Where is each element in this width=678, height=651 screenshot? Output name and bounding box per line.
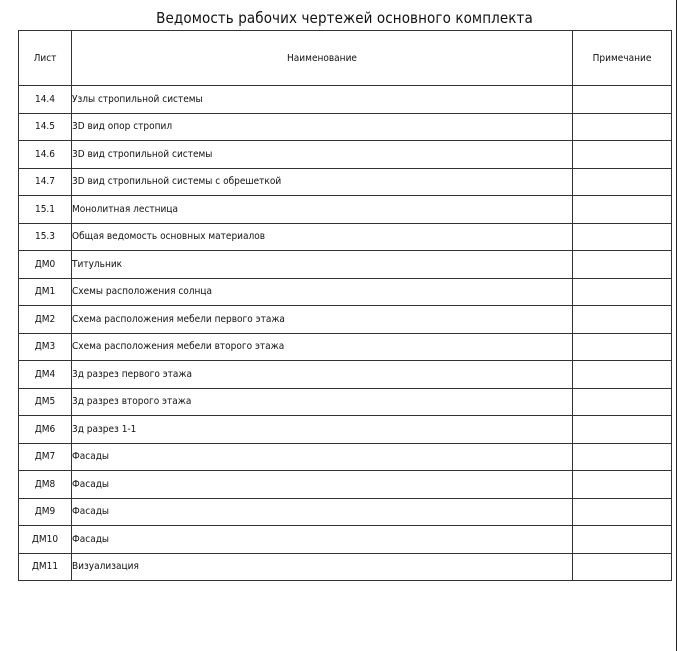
cell-sheet-number: 15.3	[19, 223, 72, 251]
cell-sheet-name: 3д разрез второго этажа	[72, 388, 573, 416]
cell-sheet-name: 3д разрез первого этажа	[72, 361, 573, 389]
cell-sheet-number: ДМ9	[19, 498, 72, 526]
cell-sheet-name: Титульник	[72, 251, 573, 279]
cell-note	[573, 553, 672, 581]
table-row	[19, 141, 672, 169]
cell-note	[573, 278, 672, 306]
cell-note	[573, 223, 672, 251]
cell-note	[573, 526, 672, 554]
table-row	[19, 361, 672, 389]
cell-sheet-number: ДМ4	[19, 361, 72, 389]
cell-sheet-number: ДМ8	[19, 471, 72, 499]
cell-sheet-number: ДМ6	[19, 416, 72, 444]
cell-note	[573, 416, 672, 444]
cell-sheet-number: ДМ11	[19, 553, 72, 581]
cell-sheet-name: Фасады	[72, 526, 573, 554]
cell-sheet-number: ДМ5	[19, 388, 72, 416]
cell-sheet-number: ДМ0	[19, 251, 72, 279]
table-row	[19, 526, 672, 554]
cell-sheet-name: Фасады	[72, 471, 573, 499]
cell-sheet-name: Схема расположения мебели второго этажа	[72, 333, 573, 361]
cell-sheet-name: Узлы стропильной системы	[72, 86, 573, 114]
cell-note	[573, 196, 672, 224]
table-row	[19, 168, 672, 196]
table-row	[19, 306, 672, 334]
drawings-list-table	[18, 30, 672, 581]
cell-sheet-name: Фасады	[72, 443, 573, 471]
cell-note	[573, 141, 672, 169]
cell-sheet-name: 3D вид стропильной системы	[72, 141, 573, 169]
column-header-name: Наименование	[72, 31, 573, 86]
cell-note	[573, 443, 672, 471]
cell-note	[573, 306, 672, 334]
table-header-row	[19, 31, 672, 86]
cell-sheet-number: ДМ2	[19, 306, 72, 334]
cell-note	[573, 86, 672, 114]
cell-note	[573, 251, 672, 279]
cell-note	[573, 361, 672, 389]
cell-sheet-name: 3д разрез 1-1	[72, 416, 573, 444]
table-row	[19, 333, 672, 361]
cell-note	[573, 471, 672, 499]
cell-sheet-name: Схема расположения мебели первого этажа	[72, 306, 573, 334]
table-row	[19, 388, 672, 416]
table-row	[19, 251, 672, 279]
document-title: Ведомость рабочих чертежей основного комплекта	[156, 9, 533, 27]
cell-sheet-name: Монолитная лестница	[72, 196, 573, 224]
table-row	[19, 553, 672, 581]
cell-sheet-number: 14.7	[19, 168, 72, 196]
column-header-sheet: Лист	[19, 31, 72, 86]
cell-note	[573, 333, 672, 361]
cell-sheet-name: 3D вид стропильной системы с обрешеткой	[72, 168, 573, 196]
cell-sheet-number: ДМ10	[19, 526, 72, 554]
cell-sheet-number: ДМ7	[19, 443, 72, 471]
cell-sheet-number: 14.5	[19, 113, 72, 141]
cell-sheet-number: 15.1	[19, 196, 72, 224]
cell-sheet-name: 3D вид опор стропил	[72, 113, 573, 141]
cell-note	[573, 498, 672, 526]
cell-sheet-number: 14.4	[19, 86, 72, 114]
cell-sheet-name: Общая ведомость основных материалов	[72, 223, 573, 251]
cell-sheet-number: ДМ3	[19, 333, 72, 361]
cell-note	[573, 168, 672, 196]
table-row	[19, 498, 672, 526]
cell-sheet-number: ДМ1	[19, 278, 72, 306]
table-row	[19, 471, 672, 499]
table-row	[19, 86, 672, 114]
table-row	[19, 278, 672, 306]
column-header-note: Примечание	[573, 31, 672, 86]
table-row	[19, 443, 672, 471]
cell-sheet-name: Фасады	[72, 498, 573, 526]
cell-sheet-name: Визуализация	[72, 553, 573, 581]
cell-note	[573, 113, 672, 141]
table-row	[19, 113, 672, 141]
table-row	[19, 196, 672, 224]
cell-note	[573, 388, 672, 416]
cell-sheet-name: Схемы расположения солнца	[72, 278, 573, 306]
table-row	[19, 223, 672, 251]
table-row	[19, 416, 672, 444]
cell-sheet-number: 14.6	[19, 141, 72, 169]
sheet-border-line	[676, 0, 677, 651]
